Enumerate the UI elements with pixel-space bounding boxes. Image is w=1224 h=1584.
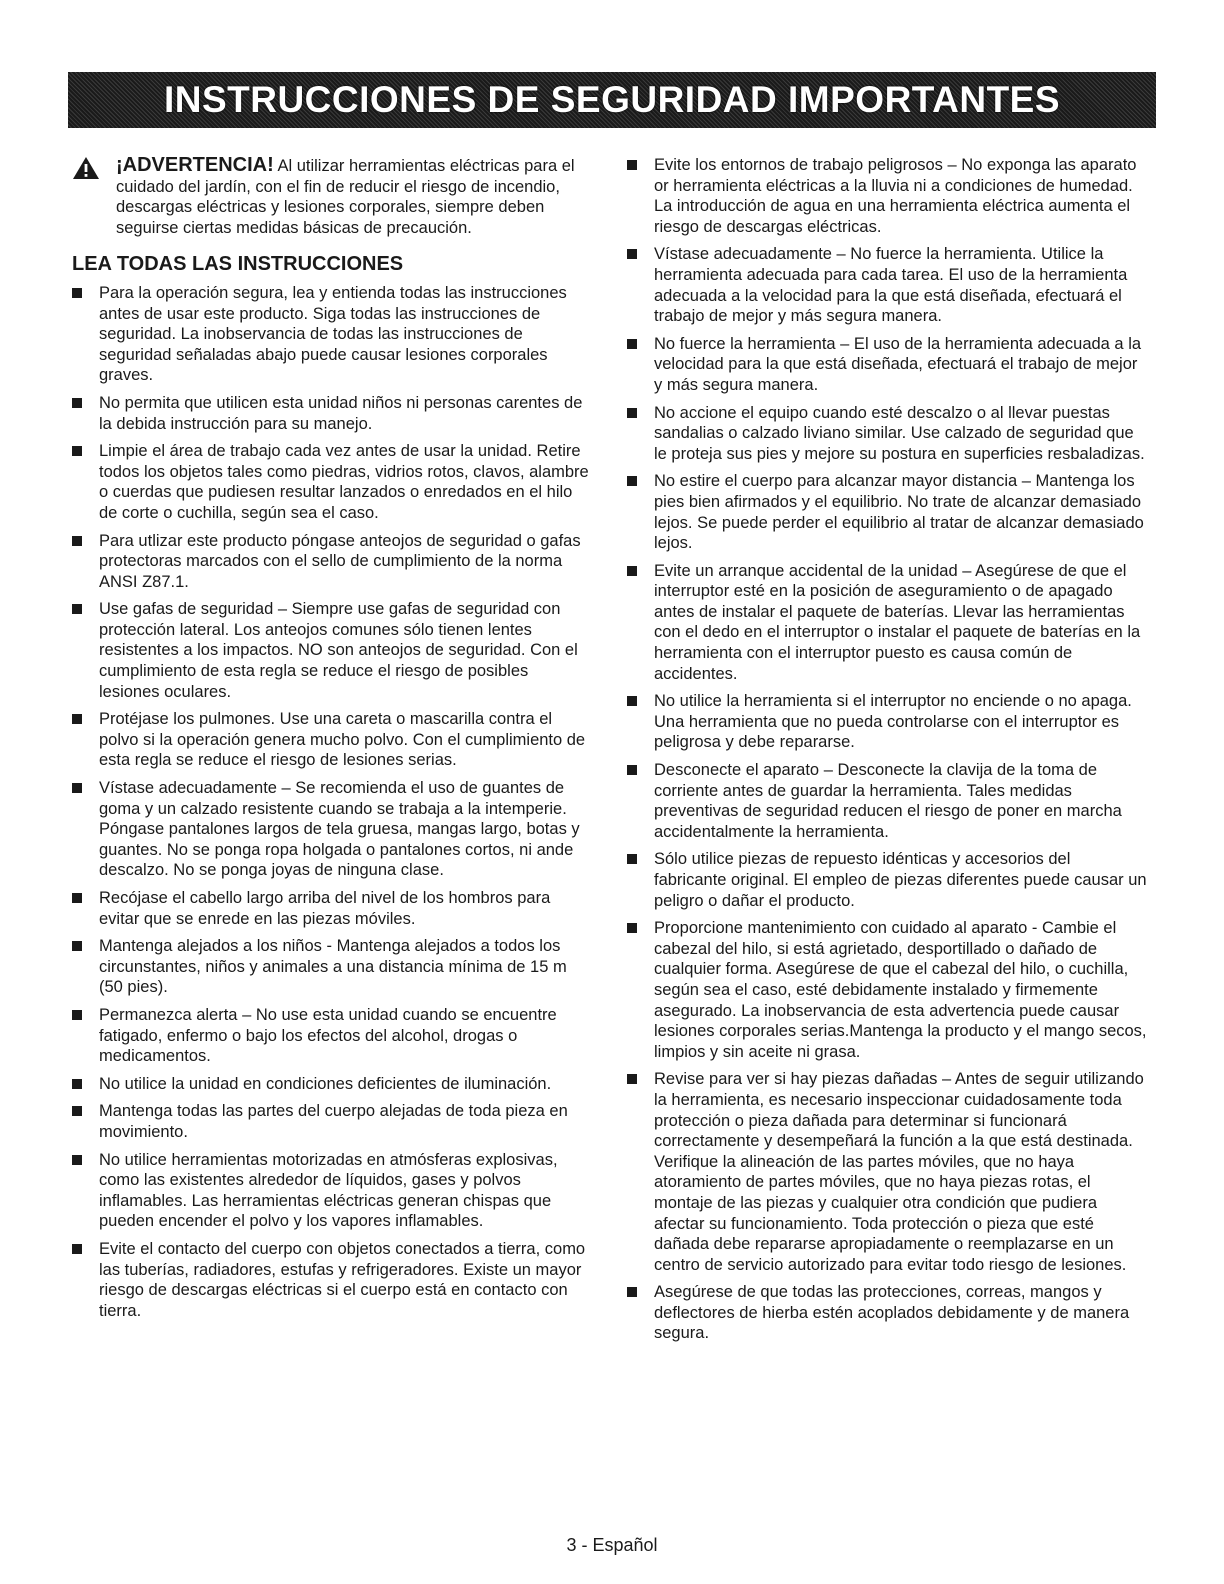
left-column bbox=[72, 155, 592, 1328]
bullet-square-icon bbox=[72, 1244, 82, 1254]
list-item bbox=[627, 403, 1147, 465]
list-item-text: Asegúrese de que todas las protecciones, correas, mangos y deflectores de hierba estén acoplados debidamente y de manera segura. bbox=[654, 1283, 1130, 1343]
bullet-square-icon bbox=[72, 398, 82, 408]
bullet-square-icon bbox=[72, 604, 82, 614]
list-item bbox=[72, 599, 592, 702]
warning-triangle-icon bbox=[72, 156, 100, 180]
list-item-text: No permita que utilicen esta unidad niños ni personas carentes de la debida instrucción para su manejo. bbox=[99, 393, 583, 433]
list-item bbox=[72, 1101, 592, 1142]
list-item-text: Evite los entornos de trabajo peligrosos – No exponga las aparato or herramienta eléctricas a la lluvia ni a condiciones de humedad. La introducción de agua en una herramienta eléctrica aumenta el riesgo de descargas eléctricas. bbox=[654, 156, 1137, 236]
bullet-square-icon bbox=[72, 783, 82, 793]
bullet-square-icon bbox=[72, 1010, 82, 1020]
warning-text: Al utilizar herramientas eléctricas para el cuidado del jardín, con el fin de reducir el riesgo de incendio, descargas eléctricas y lesiones corporales, siempre deben seguirse ciertas medidas básicas de precaución. bbox=[116, 157, 575, 237]
bullet-square-icon bbox=[72, 1106, 82, 1116]
list-item bbox=[627, 760, 1147, 842]
bullet-square-icon bbox=[72, 893, 82, 903]
section-heading: LEA TODAS LAS INSTRUCCIONES bbox=[72, 253, 404, 276]
list-item-text: No fuerce la herramienta – El uso de la herramienta adecuada a la velocidad para la que está diseñada, efectuará el trabajo de mejor y más segura manera. bbox=[654, 334, 1142, 394]
bullet-square-icon bbox=[627, 696, 637, 706]
list-item bbox=[72, 441, 592, 523]
list-item-text: Para la operación segura, lea y entienda todas las instrucciones antes de usar este producto. Siga todas las instrucciones de seguridad. La inobservancia de todas las instrucciones de seguridad señaladas abajo puede causar lesiones corporales graves. bbox=[99, 283, 567, 385]
warning-block bbox=[72, 155, 592, 238]
bullet-square-icon bbox=[72, 1079, 82, 1089]
bullet-square-icon bbox=[627, 1074, 637, 1084]
bullet-square-icon bbox=[72, 1155, 82, 1165]
list-item-text: Mantenga alejados a los niños - Mantenga alejados a todos los circunstantes, niños y animales a una distancia mínima de 15 m (50 pies). bbox=[99, 937, 567, 997]
bullet-square-icon bbox=[627, 923, 637, 933]
list-item bbox=[627, 471, 1147, 553]
list-item bbox=[72, 393, 592, 434]
list-item bbox=[72, 936, 592, 998]
list-item bbox=[72, 1005, 592, 1067]
bullet-square-icon bbox=[72, 941, 82, 951]
list-item-text: Use gafas de seguridad – Siempre use gafas de seguridad con protección lateral. Los anteojos comunes sólo tienen lentes resistentes a los impactos. NO son anteojos de seguridad. Con el cumplimiento de esta regla se reduce el riesgo de posibles lesiones oculares. bbox=[99, 600, 578, 701]
list-item bbox=[72, 1074, 592, 1095]
list-item bbox=[627, 918, 1147, 1062]
list-item bbox=[627, 244, 1147, 326]
list-item-text: Para utlizar este producto póngase anteojos de seguridad o gafas protectoras marcados con el sello de cumplimiento de la norma ANSI Z87.1. bbox=[99, 531, 581, 591]
list-item bbox=[72, 778, 592, 881]
list-item-text: Protéjase los pulmones. Use una careta o mascarilla contra el polvo si la operación genera mucho polvo. Con el cumplimiento de esta regla se reduce el riesgo de lesiones serias. bbox=[99, 710, 586, 770]
list-item-text: Limpie el área de trabajo cada vez antes de usar la unidad. Retire todos los objetos tales como piedras, vidrios rotos, clavos, alambre o cuerdas que pudiesen resultar lanzados o enredados en el hilo de corte o cuchilla, según sea el caso. bbox=[99, 442, 589, 522]
list-item-text: Recójase el cabello largo arriba del nivel de los hombros para evitar que se enrede en las piezas móviles. bbox=[99, 889, 551, 928]
list-item bbox=[627, 849, 1147, 911]
list-item-text: Proporcione mantenimiento con cuidado al aparato - Cambie el cabezal del hilo, si está agrietado, desportillado o dañado de cualquier forma. Asegúrese de que el cabezal del hilo, o cuchilla, según sea el caso, esté debidamente instalado y firmemente asegurado. La inobservancia de esta advertencia puede causar lesiones corporales serias.Mantenga la producto y el mango secos, limpios y sin aceite ni grasa. bbox=[654, 919, 1147, 1061]
list-item-text: Permanezca alerta – No use esta unidad cuando se encuentre fatigado, enfermo o bajo los efectos del alcohol, drogas o medicamentos. bbox=[99, 1005, 557, 1066]
list-item bbox=[72, 709, 592, 771]
list-item-text: Evite el contacto del cuerpo con objetos conectados a tierra, como las tuberías, radiadores, estufas y refrigeradores. Existe un mayor riesgo de descargas eléctricas si el cuerpo está en contacto con tierra. bbox=[99, 1239, 586, 1320]
list-item-text: Vístase adecuadamente – No fuerce la herramienta. Utilice la herramienta adecuada para cada tarea. El uso de la herramienta adecuada a la velocidad para la que está diseñada, efectuará el trabajo de mejor y más segura manera. bbox=[654, 245, 1128, 326]
list-item-text: Sólo utilice piezas de repuesto idénticas y accesorios del fabricante original. El empleo de piezas diferentes puede causar un peligro o dañar el producto. bbox=[654, 850, 1147, 910]
list-item bbox=[627, 334, 1147, 396]
list-item bbox=[627, 155, 1147, 237]
bullet-square-icon bbox=[72, 288, 82, 298]
list-item-text: No utilice herramientas motorizadas en atmósferas explosivas, como las existentes alrededor de líquidos, gases y polvos inflamables. Las herramientas eléctricas generan chispas que pueden encender el polvo y los vapores inflamables. bbox=[99, 1150, 558, 1231]
list-item-text: Mantenga todas las partes del cuerpo alejadas de toda pieza en movimiento. bbox=[99, 1102, 568, 1141]
page-number: 3 - Español bbox=[566, 1535, 658, 1555]
list-item bbox=[627, 1282, 1147, 1344]
bullet-square-icon bbox=[627, 408, 637, 418]
list-item bbox=[627, 691, 1147, 753]
list-item-text: No utilice la unidad en condiciones deficientes de iluminación. bbox=[99, 1074, 552, 1093]
list-item bbox=[627, 1069, 1147, 1275]
list-item-text: Vístase adecuadamente – Se recomienda el uso de guantes de goma y un calzado resistente cuando se trabaja a la intemperie. Póngase pantalones largos de tela gruesa, mangas largo, botas y guantes. No se ponga ropa holgada o pantalones cortos, ni ande descalzo. No se ponga joyas de ninguna clase. bbox=[99, 779, 580, 880]
left-bullet-list bbox=[72, 283, 592, 1321]
list-item bbox=[72, 888, 592, 929]
bullet-square-icon bbox=[72, 446, 82, 456]
title-banner bbox=[68, 72, 1156, 128]
bullet-square-icon bbox=[627, 339, 637, 349]
list-item-text: No utilice la herramienta si el interruptor no enciende o no apaga. Una herramienta que no pueda controlarse con el interruptor es peligrosa y debe repararse. bbox=[654, 692, 1132, 752]
list-item-text: No estire el cuerpo para alcanzar mayor distancia – Mantenga los pies bien afirmados y el equilibrio. No trate de alcanzar demasiado lejos. Se puede perder el equilibrio al tratar de alcanzar demasiado lejos. bbox=[654, 472, 1144, 553]
right-column bbox=[627, 155, 1147, 1351]
bullet-square-icon bbox=[627, 160, 637, 170]
bullet-square-icon bbox=[627, 854, 637, 864]
page-title: INSTRUCCIONES DE SEGURIDAD IMPORTANTES bbox=[163, 79, 1061, 120]
list-item-text: Desconecte el aparato – Desconecte la clavija de la toma de corriente antes de guardar la herramienta. Tales medidas preventivas de seguridad reducen el riesgo de poner en marcha accidentalmente la herramienta. bbox=[654, 761, 1122, 841]
list-item-text: No accione el equipo cuando esté descalzo o al llevar puestas sandalias o calzado liviano similar. Use calzado de seguridad que le proteja sus pies y mejore su postura en superficies resbaladizas. bbox=[654, 403, 1145, 463]
list-item bbox=[72, 283, 592, 386]
right-bullet-list bbox=[627, 155, 1147, 1344]
bullet-square-icon bbox=[627, 765, 637, 775]
list-item bbox=[627, 561, 1147, 685]
warning-heading: ¡ADVERTENCIA! bbox=[116, 154, 274, 176]
bullet-square-icon bbox=[627, 1287, 637, 1297]
bullet-square-icon bbox=[72, 536, 82, 546]
list-item bbox=[72, 531, 592, 593]
bullet-square-icon bbox=[627, 249, 637, 259]
bullet-square-icon bbox=[627, 476, 637, 486]
bullet-square-icon bbox=[627, 566, 637, 576]
bullet-square-icon bbox=[72, 714, 82, 724]
list-item-text: Revise para ver si hay piezas dañadas – Antes de seguir utilizando la herramienta, es necesario inspeccionar cuidadosamente toda protección o pieza dañada para determinar si funcionará correctamente y desempeñará la función a la que está destinada. Verifique la alineación de las partes móviles, que no haya atoramiento de partes móviles, que no haya piezas rotas, el montaje de las piezas y cualquier otra condición que pudiera afectar su funcionamiento. Toda protección o pieza que esté dañada debe repararse apropiadamente o reemplazarse en un centro de servicio autorizado para evitar todo riesgo de lesiones. bbox=[654, 1070, 1144, 1274]
list-item bbox=[72, 1150, 592, 1232]
list-item bbox=[72, 1239, 592, 1321]
list-item-text: Evite un arranque accidental de la unidad – Asegúrese de que el interruptor esté en la posición de aseguramiento o de apagado antes de instalar el paquete de baterías. Llevar las herramientas con el dedo en el interruptor o instalar el paquete de baterías en la herramienta con el interruptor puesto es causa común de accidentes. bbox=[654, 561, 1141, 683]
